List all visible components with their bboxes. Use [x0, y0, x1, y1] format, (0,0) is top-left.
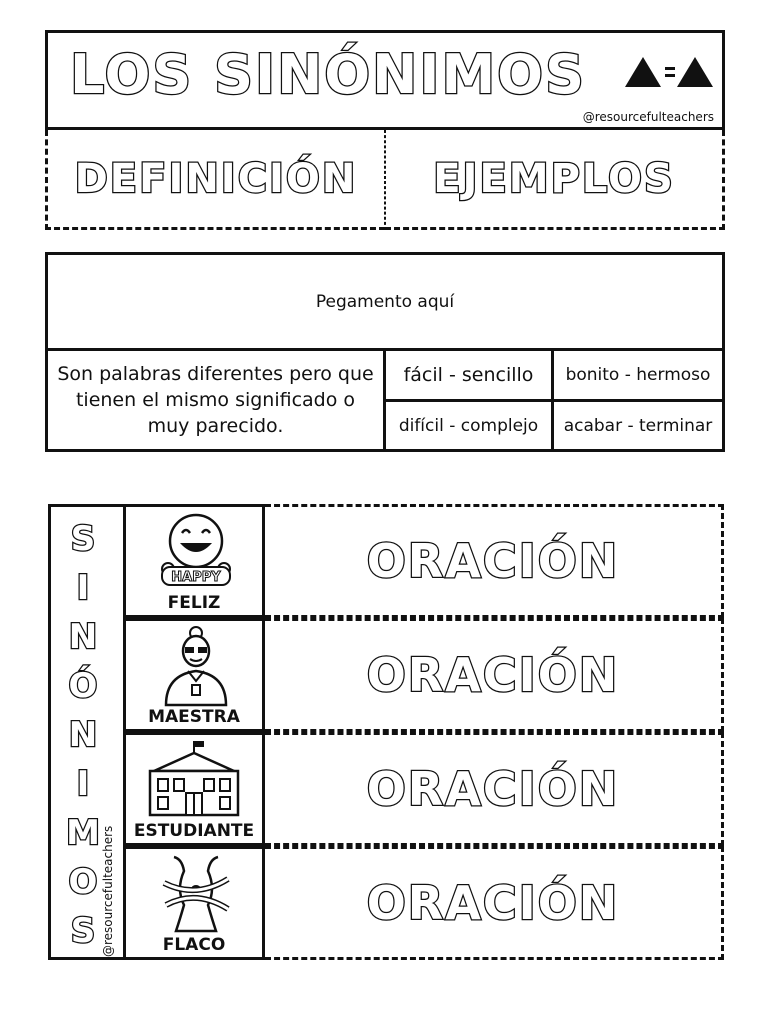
- teacher-icon: [158, 625, 234, 707]
- slim-waist-measuring-tape-icon: [156, 853, 236, 933]
- sentence-placeholder: ORACIÓN: [366, 534, 620, 588]
- sentence-cell: [265, 846, 724, 960]
- credit-text: @resourcefulteachers: [582, 110, 714, 124]
- picture-cell: [126, 846, 265, 960]
- picture-cell: [126, 732, 265, 846]
- example-cell: difícil - complejo: [386, 402, 554, 449]
- glue-area: Pegamento aquí: [48, 255, 722, 351]
- example-cell: acabar - terminar: [563, 415, 713, 436]
- sentence-cell: [265, 504, 724, 618]
- side-title-letter: I: [76, 764, 92, 804]
- picture-label: FLACO: [162, 935, 226, 955]
- sentence-cell: [265, 618, 724, 732]
- side-title-letter: N: [68, 715, 100, 755]
- triangle-equals-triangle-icon: [623, 55, 715, 89]
- side-title-letter: N: [68, 617, 100, 657]
- happy-badge: HAPPY: [171, 570, 221, 585]
- picture-cell: [126, 618, 265, 732]
- happy-face-icon: [154, 511, 238, 589]
- content-box: [45, 252, 725, 452]
- side-title-letter: O: [68, 862, 100, 902]
- picture-label: ESTUDIANTE: [133, 821, 255, 841]
- sentence-placeholder: ORACIÓN: [366, 648, 620, 702]
- credit-text-vertical: @resourcefulteachers: [101, 825, 115, 957]
- side-title-letter: S: [70, 519, 98, 559]
- side-title-letter: I: [76, 568, 92, 608]
- sentence-placeholder: ORACIÓN: [366, 876, 620, 930]
- examples-flap-label: EJEMPLOS: [433, 155, 675, 202]
- page-title: LOS SINÓNIMOS: [70, 43, 586, 106]
- picture-label: MAESTRA: [148, 707, 240, 727]
- side-title-letter: M: [66, 813, 102, 853]
- example-cell: bonito - hermoso: [554, 351, 722, 402]
- definition-text: Son palabras diferentes pero que tienen el mismo significado o muy parecido.: [48, 351, 386, 449]
- picture-label: FELIZ: [167, 593, 221, 613]
- example-cell: fácil - sencillo: [386, 351, 554, 402]
- side-title-letter: Ó: [68, 666, 100, 706]
- side-title-letter: S: [70, 911, 98, 951]
- side-title-column: [48, 504, 126, 960]
- sentence-cell: [265, 732, 724, 846]
- title-box: [45, 30, 725, 130]
- sentence-placeholder: ORACIÓN: [366, 762, 620, 816]
- school-building-icon: [144, 739, 244, 819]
- picture-cell: [126, 504, 265, 618]
- definition-flap: [45, 130, 385, 230]
- definition-flap-label: DEFINICIÓN: [74, 155, 358, 202]
- examples-flap: [385, 130, 725, 230]
